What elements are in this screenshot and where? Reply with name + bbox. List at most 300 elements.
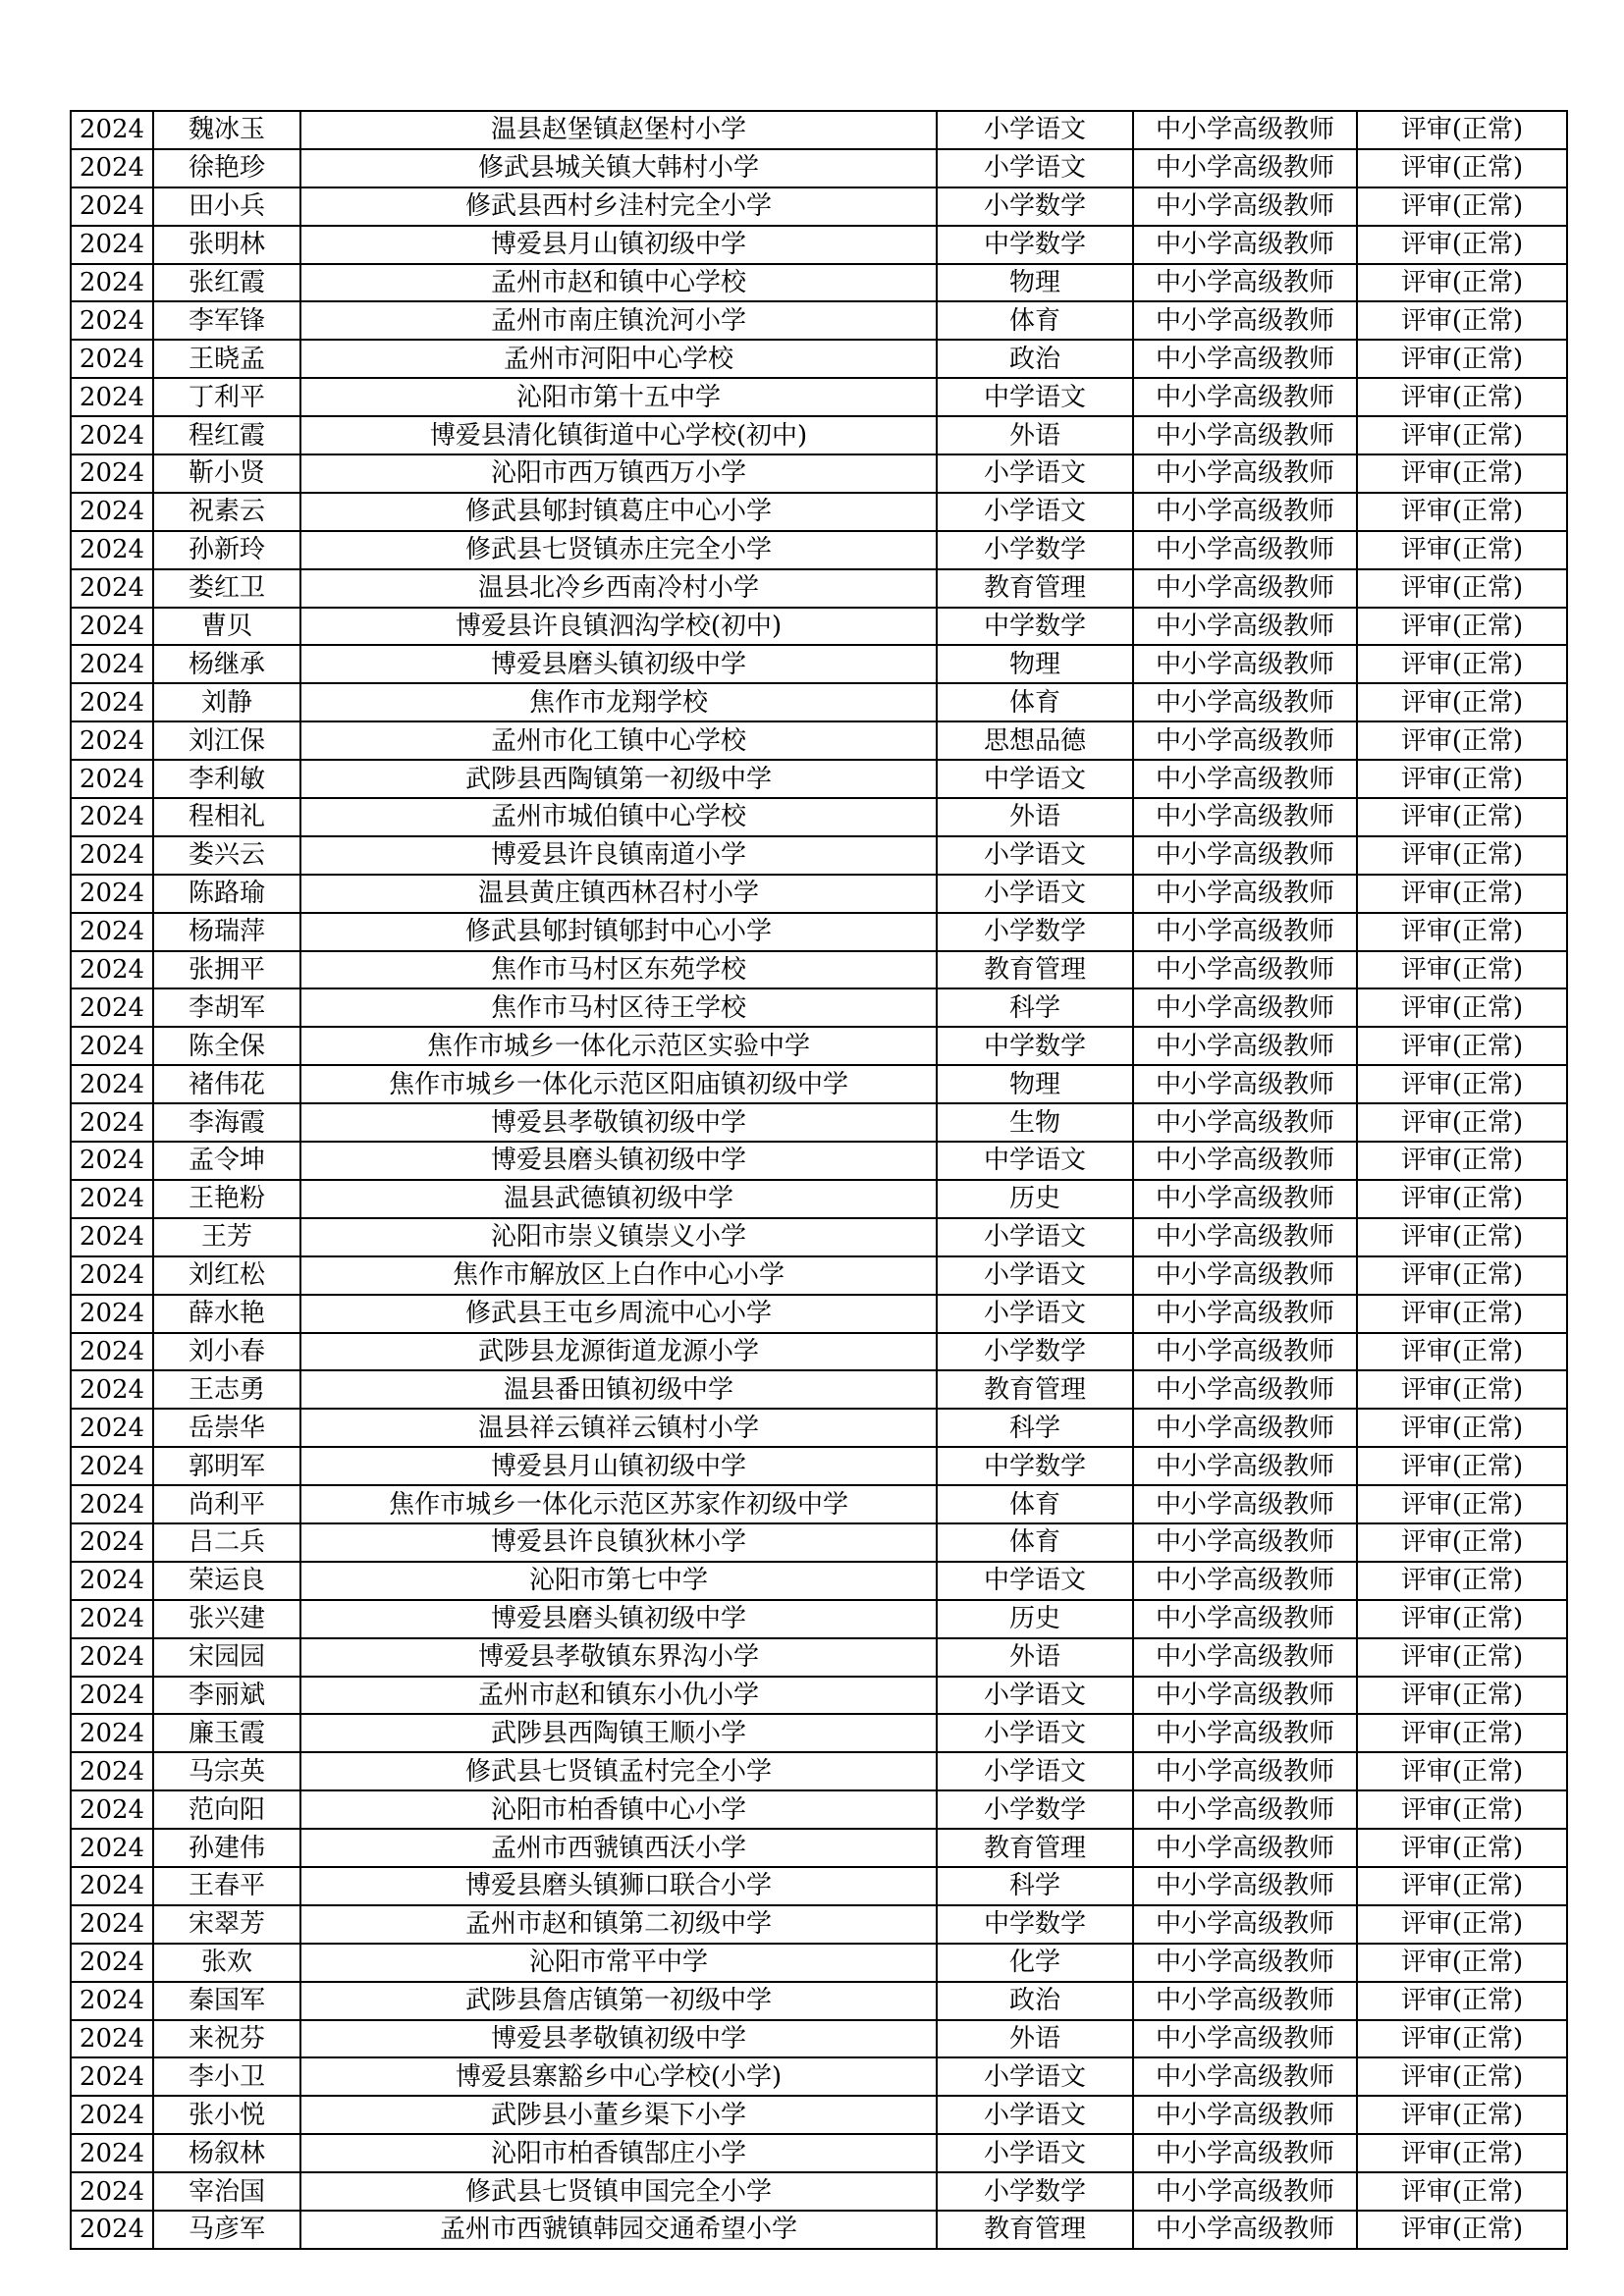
title-cell: 中小学高级教师 — [1133, 875, 1357, 913]
title-cell: 中小学高级教师 — [1133, 187, 1357, 226]
year-cell: 2024 — [71, 2134, 153, 2172]
title-cell: 中小学高级教师 — [1133, 340, 1357, 378]
school-cell: 博爱县许良镇南道小学 — [300, 836, 937, 875]
review-type-cell: 评审(正常) — [1357, 1829, 1567, 1867]
review-type-cell: 评审(正常) — [1357, 2211, 1567, 2249]
year-cell: 2024 — [71, 1295, 153, 1333]
review-type-cell: 评审(正常) — [1357, 1065, 1567, 1103]
subject-cell: 外语 — [937, 798, 1133, 836]
review-type-cell: 评审(正常) — [1357, 340, 1567, 378]
title-cell: 中小学高级教师 — [1133, 569, 1357, 608]
year-cell: 2024 — [71, 875, 153, 913]
name-cell: 宋翠芳 — [153, 1905, 300, 1944]
name-cell: 李海霞 — [153, 1103, 300, 1142]
year-cell: 2024 — [71, 1447, 153, 1485]
school-cell: 博爱县月山镇初级中学 — [300, 226, 937, 264]
year-cell: 2024 — [71, 1027, 153, 1065]
review-type-cell: 评审(正常) — [1357, 2134, 1567, 2172]
name-cell: 张红霞 — [153, 264, 300, 302]
year-cell: 2024 — [71, 988, 153, 1027]
subject-cell: 体育 — [937, 301, 1133, 340]
name-cell: 薛水艳 — [153, 1295, 300, 1333]
name-cell: 王艳粉 — [153, 1180, 300, 1218]
name-cell: 孙建伟 — [153, 1829, 300, 1867]
school-cell: 温县番田镇初级中学 — [300, 1370, 937, 1409]
year-cell: 2024 — [71, 378, 153, 416]
table-row — [71, 1944, 1567, 1982]
title-cell: 中小学高级教师 — [1133, 760, 1357, 798]
name-cell: 李利敏 — [153, 760, 300, 798]
school-cell: 博爱县寨豁乡中心学校(小学) — [300, 2057, 937, 2096]
name-cell: 杨瑞萍 — [153, 913, 300, 951]
review-type-cell: 评审(正常) — [1357, 1103, 1567, 1142]
school-cell: 孟州市赵和镇中心学校 — [300, 264, 937, 302]
year-cell: 2024 — [71, 531, 153, 569]
title-cell: 中小学高级教师 — [1133, 608, 1357, 646]
review-type-cell: 评审(正常) — [1357, 798, 1567, 836]
school-cell: 温县祥云镇祥云镇村小学 — [300, 1409, 937, 1447]
subject-cell: 小学数学 — [937, 1333, 1133, 1371]
school-cell: 沁阳市第十五中学 — [300, 378, 937, 416]
title-cell: 中小学高级教师 — [1133, 1333, 1357, 1371]
name-cell: 吕二兵 — [153, 1523, 300, 1562]
subject-cell: 政治 — [937, 1982, 1133, 2020]
year-cell: 2024 — [71, 1752, 153, 1790]
table-row — [71, 111, 1567, 149]
subject-cell: 小学语文 — [937, 2134, 1133, 2172]
table-row — [71, 951, 1567, 989]
subject-cell: 物理 — [937, 264, 1133, 302]
review-type-cell: 评审(正常) — [1357, 836, 1567, 875]
school-cell: 沁阳市第七中学 — [300, 1562, 937, 1600]
table-row — [71, 340, 1567, 378]
school-cell: 博爱县磨头镇初级中学 — [300, 1600, 937, 1638]
review-type-cell: 评审(正常) — [1357, 1905, 1567, 1944]
year-cell: 2024 — [71, 2172, 153, 2211]
subject-cell: 小学数学 — [937, 1790, 1133, 1829]
school-cell: 武陟县小董乡渠下小学 — [300, 2096, 937, 2134]
table-row — [71, 378, 1567, 416]
name-cell: 荣运良 — [153, 1562, 300, 1600]
table-row — [71, 1142, 1567, 1180]
title-cell: 中小学高级教师 — [1133, 531, 1357, 569]
year-cell: 2024 — [71, 416, 153, 454]
table-row — [71, 988, 1567, 1027]
table-row — [71, 798, 1567, 836]
name-cell: 杨继承 — [153, 645, 300, 683]
table-row — [71, 1600, 1567, 1638]
school-cell: 武陟县西陶镇王顺小学 — [300, 1714, 937, 1752]
subject-cell: 物理 — [937, 645, 1133, 683]
year-cell: 2024 — [71, 1562, 153, 1600]
table-row — [71, 1638, 1567, 1677]
subject-cell: 化学 — [937, 1944, 1133, 1982]
name-cell: 祝素云 — [153, 493, 300, 531]
title-cell: 中小学高级教师 — [1133, 1485, 1357, 1523]
subject-cell: 中学语文 — [937, 378, 1133, 416]
name-cell: 刘静 — [153, 683, 300, 721]
subject-cell: 教育管理 — [937, 569, 1133, 608]
name-cell: 程红霞 — [153, 416, 300, 454]
name-cell: 杨叙林 — [153, 2134, 300, 2172]
review-type-cell: 评审(正常) — [1357, 301, 1567, 340]
review-type-cell: 评审(正常) — [1357, 1027, 1567, 1065]
table-row — [71, 608, 1567, 646]
name-cell: 张小悦 — [153, 2096, 300, 2134]
school-cell: 修武县西村乡洼村完全小学 — [300, 187, 937, 226]
title-cell: 中小学高级教师 — [1133, 1027, 1357, 1065]
school-cell: 孟州市西虢镇韩园交通希望小学 — [300, 2211, 937, 2249]
school-cell: 修武县七贤镇孟村完全小学 — [300, 1752, 937, 1790]
school-cell: 孟州市河阳中心学校 — [300, 340, 937, 378]
review-type-cell: 评审(正常) — [1357, 531, 1567, 569]
year-cell: 2024 — [71, 111, 153, 149]
name-cell: 刘红松 — [153, 1256, 300, 1295]
year-cell: 2024 — [71, 226, 153, 264]
review-type-cell: 评审(正常) — [1357, 1523, 1567, 1562]
name-cell: 陈路瑜 — [153, 875, 300, 913]
title-cell: 中小学高级教师 — [1133, 1218, 1357, 1256]
table-row — [71, 264, 1567, 302]
name-cell: 程相礼 — [153, 798, 300, 836]
name-cell: 王晓孟 — [153, 340, 300, 378]
title-cell: 中小学高级教师 — [1133, 1142, 1357, 1180]
table-row — [71, 2096, 1567, 2134]
name-cell: 李丽斌 — [153, 1677, 300, 1715]
school-cell: 沁阳市常平中学 — [300, 1944, 937, 1982]
subject-cell: 小学语文 — [937, 149, 1133, 187]
school-cell: 博爱县孝敬镇东界沟小学 — [300, 1638, 937, 1677]
name-cell: 范向阳 — [153, 1790, 300, 1829]
school-cell: 武陟县詹店镇第一初级中学 — [300, 1982, 937, 2020]
title-cell: 中小学高级教师 — [1133, 951, 1357, 989]
table-row — [71, 1447, 1567, 1485]
review-type-cell: 评审(正常) — [1357, 264, 1567, 302]
review-type-cell: 评审(正常) — [1357, 1867, 1567, 1905]
table-row — [71, 1752, 1567, 1790]
title-cell: 中小学高级教师 — [1133, 1295, 1357, 1333]
subject-cell: 中学数学 — [937, 1447, 1133, 1485]
year-cell: 2024 — [71, 340, 153, 378]
year-cell: 2024 — [71, 1180, 153, 1218]
review-type-cell: 评审(正常) — [1357, 1180, 1567, 1218]
title-cell: 中小学高级教师 — [1133, 988, 1357, 1027]
year-cell: 2024 — [71, 1065, 153, 1103]
school-cell: 修武县七贤镇申国完全小学 — [300, 2172, 937, 2211]
table-row — [71, 1905, 1567, 1944]
name-cell: 廉玉霞 — [153, 1714, 300, 1752]
year-cell: 2024 — [71, 760, 153, 798]
school-cell: 修武县城关镇大韩村小学 — [300, 149, 937, 187]
name-cell: 张兴建 — [153, 1600, 300, 1638]
name-cell: 来祝芬 — [153, 2020, 300, 2058]
school-cell: 孟州市赵和镇第二初级中学 — [300, 1905, 937, 1944]
year-cell: 2024 — [71, 2020, 153, 2058]
name-cell: 秦国军 — [153, 1982, 300, 2020]
table-row — [71, 1677, 1567, 1715]
title-cell: 中小学高级教师 — [1133, 1523, 1357, 1562]
review-type-cell: 评审(正常) — [1357, 760, 1567, 798]
title-cell: 中小学高级教师 — [1133, 416, 1357, 454]
year-cell: 2024 — [71, 1905, 153, 1944]
name-cell: 徐艳珍 — [153, 149, 300, 187]
subject-cell: 外语 — [937, 1638, 1133, 1677]
school-cell: 焦作市城乡一体化示范区苏家作初级中学 — [300, 1485, 937, 1523]
table-row — [71, 149, 1567, 187]
review-type-cell: 评审(正常) — [1357, 454, 1567, 493]
subject-cell: 小学语文 — [937, 111, 1133, 149]
year-cell: 2024 — [71, 608, 153, 646]
year-cell: 2024 — [71, 1523, 153, 1562]
table-row — [71, 226, 1567, 264]
year-cell: 2024 — [71, 1103, 153, 1142]
title-cell: 中小学高级教师 — [1133, 2096, 1357, 2134]
title-cell: 中小学高级教师 — [1133, 1714, 1357, 1752]
school-cell: 温县北冷乡西南冷村小学 — [300, 569, 937, 608]
table-row — [71, 1256, 1567, 1295]
school-cell: 博爱县磨头镇初级中学 — [300, 1142, 937, 1180]
name-cell: 陈全保 — [153, 1027, 300, 1065]
table-row — [71, 1333, 1567, 1371]
name-cell: 尚利平 — [153, 1485, 300, 1523]
table-row — [71, 1065, 1567, 1103]
review-type-cell: 评审(正常) — [1357, 2020, 1567, 2058]
table-row — [71, 760, 1567, 798]
name-cell: 张明林 — [153, 226, 300, 264]
review-type-cell: 评审(正常) — [1357, 149, 1567, 187]
title-cell: 中小学高级教师 — [1133, 2172, 1357, 2211]
year-cell: 2024 — [71, 683, 153, 721]
table-row — [71, 875, 1567, 913]
school-cell: 沁阳市西万镇西万小学 — [300, 454, 937, 493]
table-row — [71, 1103, 1567, 1142]
name-cell: 张欢 — [153, 1944, 300, 1982]
subject-cell: 体育 — [937, 1523, 1133, 1562]
school-cell: 博爱县孝敬镇初级中学 — [300, 2020, 937, 2058]
subject-cell: 体育 — [937, 1485, 1133, 1523]
year-cell: 2024 — [71, 2096, 153, 2134]
table-row — [71, 2211, 1567, 2249]
school-cell: 博爱县许良镇狄林小学 — [300, 1523, 937, 1562]
review-type-cell: 评审(正常) — [1357, 569, 1567, 608]
review-type-cell: 评审(正常) — [1357, 378, 1567, 416]
year-cell: 2024 — [71, 836, 153, 875]
title-cell: 中小学高级教师 — [1133, 1180, 1357, 1218]
title-cell: 中小学高级教师 — [1133, 1752, 1357, 1790]
review-type-cell: 评审(正常) — [1357, 1944, 1567, 1982]
year-cell: 2024 — [71, 1485, 153, 1523]
title-cell: 中小学高级教师 — [1133, 1409, 1357, 1447]
school-cell: 修武县郇封镇郇封中心小学 — [300, 913, 937, 951]
year-cell: 2024 — [71, 1409, 153, 1447]
title-cell: 中小学高级教师 — [1133, 493, 1357, 531]
title-cell: 中小学高级教师 — [1133, 1447, 1357, 1485]
review-type-cell: 评审(正常) — [1357, 1677, 1567, 1715]
school-cell: 焦作市城乡一体化示范区阳庙镇初级中学 — [300, 1065, 937, 1103]
review-type-cell: 评审(正常) — [1357, 2057, 1567, 2096]
title-cell: 中小学高级教师 — [1133, 1103, 1357, 1142]
title-cell: 中小学高级教师 — [1133, 226, 1357, 264]
year-cell: 2024 — [71, 1600, 153, 1638]
year-cell: 2024 — [71, 1677, 153, 1715]
review-type-cell: 评审(正常) — [1357, 1752, 1567, 1790]
review-type-cell: 评审(正常) — [1357, 1218, 1567, 1256]
subject-cell: 教育管理 — [937, 1370, 1133, 1409]
review-type-cell: 评审(正常) — [1357, 988, 1567, 1027]
table-row — [71, 1523, 1567, 1562]
school-cell: 温县赵堡镇赵堡村小学 — [300, 111, 937, 149]
year-cell: 2024 — [71, 1982, 153, 2020]
title-cell: 中小学高级教师 — [1133, 1370, 1357, 1409]
title-cell: 中小学高级教师 — [1133, 1867, 1357, 1905]
name-cell: 岳崇华 — [153, 1409, 300, 1447]
subject-cell: 小学数学 — [937, 531, 1133, 569]
table-row — [71, 1867, 1567, 1905]
school-cell: 沁阳市柏香镇郜庄小学 — [300, 2134, 937, 2172]
table-row — [71, 836, 1567, 875]
year-cell: 2024 — [71, 645, 153, 683]
table-row — [71, 1790, 1567, 1829]
review-type-cell: 评审(正常) — [1357, 1256, 1567, 1295]
school-cell: 博爱县月山镇初级中学 — [300, 1447, 937, 1485]
school-cell: 修武县七贤镇赤庄完全小学 — [300, 531, 937, 569]
review-type-cell: 评审(正常) — [1357, 1485, 1567, 1523]
title-cell: 中小学高级教师 — [1133, 1562, 1357, 1600]
review-type-cell: 评审(正常) — [1357, 721, 1567, 760]
year-cell: 2024 — [71, 2211, 153, 2249]
subject-cell: 体育 — [937, 683, 1133, 721]
subject-cell: 小学语文 — [937, 1218, 1133, 1256]
title-cell: 中小学高级教师 — [1133, 683, 1357, 721]
year-cell: 2024 — [71, 1333, 153, 1371]
title-cell: 中小学高级教师 — [1133, 2134, 1357, 2172]
school-cell: 焦作市解放区上白作中心小学 — [300, 1256, 937, 1295]
name-cell: 李小卫 — [153, 2057, 300, 2096]
subject-cell: 小学数学 — [937, 187, 1133, 226]
review-type-cell: 评审(正常) — [1357, 608, 1567, 646]
name-cell: 娄兴云 — [153, 836, 300, 875]
review-type-cell: 评审(正常) — [1357, 1714, 1567, 1752]
title-cell: 中小学高级教师 — [1133, 1600, 1357, 1638]
review-type-cell: 评审(正常) — [1357, 951, 1567, 989]
table-row — [71, 1485, 1567, 1523]
year-cell: 2024 — [71, 1370, 153, 1409]
name-cell: 马彦军 — [153, 2211, 300, 2249]
subject-cell: 科学 — [937, 988, 1133, 1027]
school-cell: 孟州市城伯镇中心学校 — [300, 798, 937, 836]
table-row — [71, 2172, 1567, 2211]
year-cell: 2024 — [71, 913, 153, 951]
title-cell: 中小学高级教师 — [1133, 378, 1357, 416]
subject-cell: 小学语文 — [937, 2057, 1133, 2096]
review-type-cell: 评审(正常) — [1357, 1142, 1567, 1180]
name-cell: 靳小贤 — [153, 454, 300, 493]
review-type-cell: 评审(正常) — [1357, 1333, 1567, 1371]
name-cell: 宋园园 — [153, 1638, 300, 1677]
subject-cell: 教育管理 — [937, 951, 1133, 989]
table-row — [71, 1714, 1567, 1752]
year-cell: 2024 — [71, 951, 153, 989]
school-cell: 博爱县磨头镇狮口联合小学 — [300, 1867, 937, 1905]
name-cell: 王春平 — [153, 1867, 300, 1905]
subject-cell: 中学语文 — [937, 760, 1133, 798]
review-type-cell: 评审(正常) — [1357, 226, 1567, 264]
subject-cell: 中学数学 — [937, 608, 1133, 646]
school-cell: 沁阳市柏香镇中心小学 — [300, 1790, 937, 1829]
title-cell: 中小学高级教师 — [1133, 798, 1357, 836]
year-cell: 2024 — [71, 149, 153, 187]
school-cell: 博爱县许良镇泗沟学校(初中) — [300, 608, 937, 646]
table-row — [71, 2020, 1567, 2058]
review-type-cell: 评审(正常) — [1357, 111, 1567, 149]
school-cell: 孟州市赵和镇东小仇小学 — [300, 1677, 937, 1715]
table-row — [71, 913, 1567, 951]
table-row — [71, 1829, 1567, 1867]
name-cell: 魏冰玉 — [153, 111, 300, 149]
review-type-cell: 评审(正常) — [1357, 875, 1567, 913]
subject-cell: 小学语文 — [937, 1256, 1133, 1295]
table-row — [71, 645, 1567, 683]
year-cell: 2024 — [71, 493, 153, 531]
school-cell: 沁阳市崇义镇崇义小学 — [300, 1218, 937, 1256]
school-cell: 博爱县清化镇街道中心学校(初中) — [300, 416, 937, 454]
title-cell: 中小学高级教师 — [1133, 1829, 1357, 1867]
school-cell: 焦作市马村区待王学校 — [300, 988, 937, 1027]
name-cell: 王芳 — [153, 1218, 300, 1256]
subject-cell: 小学语文 — [937, 1714, 1133, 1752]
table-row — [71, 569, 1567, 608]
subject-cell: 中学数学 — [937, 1905, 1133, 1944]
subject-cell: 小学数学 — [937, 913, 1133, 951]
title-cell: 中小学高级教师 — [1133, 2057, 1357, 2096]
year-cell: 2024 — [71, 721, 153, 760]
subject-cell: 物理 — [937, 1065, 1133, 1103]
name-cell: 孙新玲 — [153, 531, 300, 569]
year-cell: 2024 — [71, 264, 153, 302]
roster-body — [71, 111, 1567, 2249]
table-row — [71, 2057, 1567, 2096]
subject-cell: 小学语文 — [937, 836, 1133, 875]
school-cell: 博爱县磨头镇初级中学 — [300, 645, 937, 683]
table-row — [71, 301, 1567, 340]
year-cell: 2024 — [71, 1638, 153, 1677]
teacher-roster-table — [70, 110, 1568, 2250]
table-row — [71, 1982, 1567, 2020]
review-type-cell: 评审(正常) — [1357, 1562, 1567, 1600]
year-cell: 2024 — [71, 1218, 153, 1256]
subject-cell: 小学语文 — [937, 493, 1133, 531]
school-cell: 孟州市西虢镇西沃小学 — [300, 1829, 937, 1867]
title-cell: 中小学高级教师 — [1133, 111, 1357, 149]
subject-cell: 教育管理 — [937, 1829, 1133, 1867]
table-row — [71, 1218, 1567, 1256]
title-cell: 中小学高级教师 — [1133, 1944, 1357, 1982]
review-type-cell: 评审(正常) — [1357, 645, 1567, 683]
school-cell: 焦作市马村区东苑学校 — [300, 951, 937, 989]
title-cell: 中小学高级教师 — [1133, 645, 1357, 683]
subject-cell: 教育管理 — [937, 2211, 1133, 2249]
name-cell: 刘小春 — [153, 1333, 300, 1371]
review-type-cell: 评审(正常) — [1357, 1409, 1567, 1447]
table-row — [71, 187, 1567, 226]
subject-cell: 历史 — [937, 1600, 1133, 1638]
review-type-cell: 评审(正常) — [1357, 1295, 1567, 1333]
school-cell: 武陟县龙源街道龙源小学 — [300, 1333, 937, 1371]
title-cell: 中小学高级教师 — [1133, 1982, 1357, 2020]
school-cell: 博爱县孝敬镇初级中学 — [300, 1103, 937, 1142]
table-row — [71, 1027, 1567, 1065]
name-cell: 郭明军 — [153, 1447, 300, 1485]
